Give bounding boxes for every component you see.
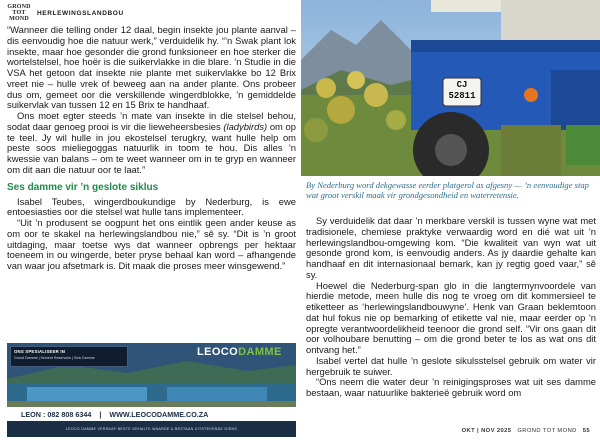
italic-term: (ladybirds) (223, 120, 268, 132)
ad-specialties-list: Grond Damme | Sement Reservoirs | Smk Damme (14, 356, 95, 360)
text-run: Ons moet egter steeds ’n mate van insekte in die stelsel behou, sodat daar genoeg prooi is vir die lieweheersbesies (7, 110, 296, 132)
page-header (6, 4, 124, 22)
leoco-damme-advert[interactable] (7, 343, 296, 437)
right-column (306, 216, 596, 399)
ad-logo-part-a: LEOCO (197, 346, 239, 358)
magazine-name: GROND TOT MOND (517, 428, 577, 434)
left-column (7, 25, 296, 272)
paragraph: “Wanneer die telling onder 12 daal, begin insekte jou plante aanval – dis eenvoudig hoe die natuur werk,” verduidelik hy. “’n Swak plant lok insekte, maar hoe gesonder die grond funksioneer en hoe sterker die wortelstelsel, hoe hoër is die suikervlakke in die blare. ’n Studie in die VSA het getoon dat insekte nie plante met suikervlakke bo 12 Brix vreet nie – hulle vrek of beweeg aan na ander plante. Ons probeer dus om, gemeet oor die verskillende wingerdblokke, ’n gemiddelde suikervlak van tussen 12 en 15 Brix te handhaaf. (7, 24, 296, 111)
ad-brand-logo (197, 346, 282, 358)
ad-separator: | (99, 409, 102, 419)
paragraph: Hoewel die Nederburg-span glo in die langtermynvoordele van hierdie metode, meen hulle dis nog te vroeg om dit kommersieel te etiketteer as ‘herlewingslandbouwyne’. Henk van Graan beklemtoon dat hul fokus nie op bemarking of etikette val nie, maar eerder op ’n opregte verantwoordelikheid teenoor die grond self. “Vir ons gaan dit oor volhoubare benutting – om die grond beter te los as wat ons dit ontvang het.” (306, 279, 596, 355)
ad-phone[interactable]: LEON : 082 808 6344 (21, 409, 92, 419)
section-title: HERLEWINGSLANDBOU (37, 9, 124, 17)
ad-logo-part-b: DAMME (238, 346, 282, 358)
ad-url-link[interactable]: WWW.LEOCODAMME.CO.ZA (109, 409, 209, 419)
paragraph: Sy verduidelik dat daar ’n merkbare verskil is tussen wyne wat met tradisionele, chemiese praktyke verwaardig word en dié wat uit ’n herlewingslandbou-omgewing kom. “Die kwaliteit van wyn wat uit gesonde grond kom, is eenvoudig anders. As jy daardie gehalte kan handhaaf en dit internasionaal bemark, kan jy regtig goed vaar,” sê sy. (306, 215, 596, 280)
license-plate: CJ 52811 (448, 80, 476, 101)
text-run: om op te teel. Jy wil hulle in jou ekostelsel terugkry, want hulle help om peste soos mieliegoggas natuurlik in toom te hou. Dis alles ’n kwessie van balans – om te weet wanneer om in te gryp en wanneer om dit aan die natuur oor te laat.” (7, 120, 296, 175)
paragraph: “Uit ’n produsent se oogpunt het ons eintlik geen ander keuse as om oor te skakel na herlewingslandbou nie,” sê sy. “Dit is ’n groot uitdaging, maar toetse wys dat wanneer opbrengs per hektaar toeneem in ou wingerde, beter pryse behaal kan word – afhangende van waar jou afsetmark is. Dit maak die proses meer winsgewend.” (7, 217, 296, 271)
logo-line-1: GROND (7, 4, 31, 10)
paragraph (7, 111, 296, 176)
paragraph: Isabel vertel dat hulle ’n geslote sikulsstelsel gebruik om water vir hergebruik te suiwer. (306, 354, 596, 377)
ad-tagline: LEOCO DAMME VERSKAF BESTE GEHALTE WAARDE & BESTAAN UITSTEKENDE DIENS (7, 421, 296, 437)
photo-caption: By Nederburg word dekgewasse eerder platgerol as afgesny — ’n eenvoudige stap wat groot verskil maak vir grondgesondheid en waterretensie. (306, 180, 589, 200)
page-footer (462, 428, 590, 434)
subheading: Ses damme vir ’n geslote siklus (7, 181, 159, 193)
page-number: 55 (582, 428, 590, 434)
ad-specialties-title: ONS SPESIALISEER IN (14, 349, 66, 354)
logo-line-3: MOND (9, 16, 29, 22)
ad-contact-bar (7, 407, 296, 421)
magazine-logo (6, 4, 32, 22)
logo-line-2: TOT (12, 10, 26, 16)
ad-specialties-box (10, 346, 128, 367)
paragraph: Isabel Teubes, wingerdboukundige by Nederburg, is ewe entoesiasties oor die stelsel wat hulle tans implementeer. (7, 195, 296, 218)
tractor-photo (301, 0, 600, 176)
paragraph: “Ons neem die water deur ’n reinigingsproses wat uit ses damme bestaan, waar natuurlike bakterieë gebruik word om (306, 376, 596, 398)
issue-date: OKT | NOV 2025 (461, 428, 512, 434)
